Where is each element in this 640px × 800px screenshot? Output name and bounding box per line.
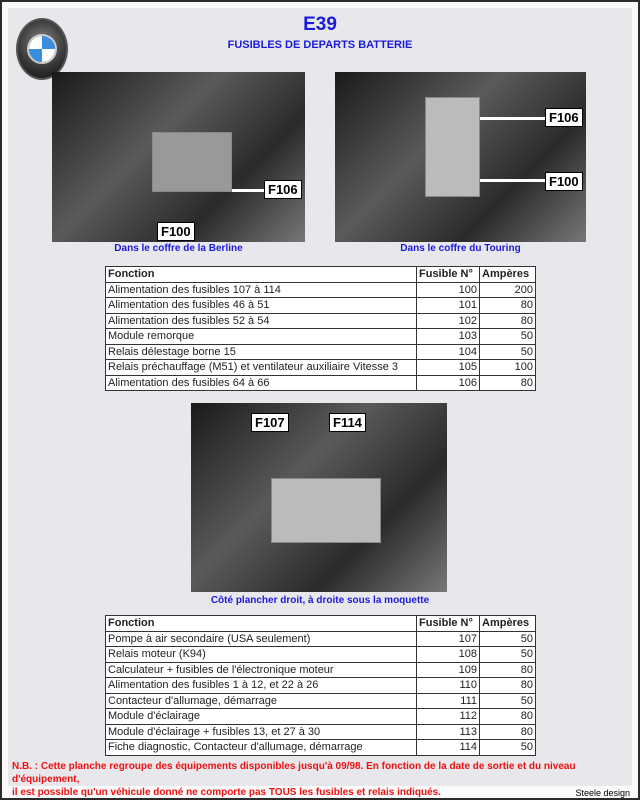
function-cell: Alimentation des fusibles 1 à 12, et 22 à 26 <box>106 678 417 694</box>
label-f106: F106 <box>545 108 583 127</box>
fuse-number-cell: 112 <box>417 709 480 725</box>
function-cell: Contacteur d'allumage, démarrage <box>106 693 417 709</box>
function-cell: Alimentation des fusibles 52 à 54 <box>106 313 417 329</box>
table-row <box>106 678 536 694</box>
amperes-cell: 50 <box>480 647 536 663</box>
note <box>12 760 632 799</box>
table-row <box>106 344 536 360</box>
page-title: E39 <box>303 14 337 35</box>
fuse-number-cell: 102 <box>417 313 480 329</box>
fuse-number-cell: 105 <box>417 360 480 376</box>
function-cell: Alimentation des fusibles 107 à 114 <box>106 282 417 298</box>
fuse-table-battery <box>105 266 536 391</box>
table-row <box>106 329 536 345</box>
table-row <box>106 740 536 756</box>
table-header-row <box>106 616 536 632</box>
amperes-cell: 50 <box>480 631 536 647</box>
function-cell: Alimentation des fusibles 46 à 51 <box>106 298 417 314</box>
table-row <box>106 724 536 740</box>
function-cell: Fiche diagnostic, Contacteur d'allumage, démarrage <box>106 740 417 756</box>
column-header: Ampères <box>480 267 536 283</box>
fuse-number-cell: 107 <box>417 631 480 647</box>
table-row <box>106 282 536 298</box>
function-cell: Module d'éclairage <box>106 709 417 725</box>
table-row <box>106 298 536 314</box>
note-line-2: il est possible qu'un véhicule donné ne comporte pas TOUS les fusibles et relais indiqués. <box>12 787 441 798</box>
label-f107: F107 <box>251 413 289 432</box>
amperes-cell: 50 <box>480 344 536 360</box>
fuse-number-cell: 106 <box>417 375 480 391</box>
photo-berline-trunk <box>52 72 305 242</box>
fuse-number-cell: 108 <box>417 647 480 663</box>
function-cell: Pompe à air secondaire (USA seulement) <box>106 631 417 647</box>
label-f100: F100 <box>157 222 195 241</box>
function-cell: Relais moteur (K94) <box>106 647 417 663</box>
table-row <box>106 693 536 709</box>
function-cell: Calculateur + fusibles de l'électronique moteur <box>106 662 417 678</box>
photo-touring-trunk <box>335 72 586 242</box>
amperes-cell: 80 <box>480 662 536 678</box>
amperes-cell: 50 <box>480 740 536 756</box>
column-header: Fusible N° <box>417 267 480 283</box>
photo-floor-right <box>191 403 447 592</box>
fuse-number-cell: 101 <box>417 298 480 314</box>
fuse-number-cell: 109 <box>417 662 480 678</box>
column-header: Fonction <box>106 616 417 632</box>
table-row <box>106 360 536 376</box>
table-row <box>106 375 536 391</box>
amperes-cell: 100 <box>480 360 536 376</box>
fuse-table-floor <box>105 615 536 756</box>
function-cell: Alimentation des fusibles 64 à 66 <box>106 375 417 391</box>
amperes-cell: 80 <box>480 678 536 694</box>
column-header: Fonction <box>106 267 417 283</box>
amperes-cell: 80 <box>480 709 536 725</box>
label-f100: F100 <box>545 172 583 191</box>
table-row <box>106 647 536 663</box>
function-cell: Relais préchauffage (M51) et ventilateur auxiliaire Vitesse 3 <box>106 360 417 376</box>
fuse-number-cell: 110 <box>417 678 480 694</box>
fuse-number-cell: 104 <box>417 344 480 360</box>
table-row <box>106 709 536 725</box>
caption-touring: Dans le coffre du Touring <box>400 243 521 254</box>
table-header-row <box>106 267 536 283</box>
fuse-number-cell: 114 <box>417 740 480 756</box>
amperes-cell: 200 <box>480 282 536 298</box>
caption-berline: Dans le coffre de la Berline <box>114 243 243 254</box>
note-line-1: N.B. : Cette planche regroupe des équipements disponibles jusqu'à 09/98. En fonction de la date de sortie et du niveau d'équipement, <box>12 761 576 785</box>
fuse-number-cell: 113 <box>417 724 480 740</box>
function-cell: Module remorque <box>106 329 417 345</box>
footer-credit: Steele design <box>575 788 630 798</box>
page-subtitle: FUSIBLES DE DEPARTS BATTERIE <box>227 39 413 51</box>
label-f106: F106 <box>264 180 302 199</box>
column-header: Ampères <box>480 616 536 632</box>
table-row <box>106 313 536 329</box>
fuse-number-cell: 103 <box>417 329 480 345</box>
table-row <box>106 631 536 647</box>
fuse-number-cell: 100 <box>417 282 480 298</box>
function-cell: Relais délestage borne 15 <box>106 344 417 360</box>
fuse-number-cell: 111 <box>417 693 480 709</box>
amperes-cell: 80 <box>480 313 536 329</box>
label-f114: F114 <box>329 413 366 432</box>
amperes-cell: 80 <box>480 375 536 391</box>
column-header: Fusible N° <box>417 616 480 632</box>
amperes-cell: 80 <box>480 724 536 740</box>
amperes-cell: 50 <box>480 693 536 709</box>
caption-floor: Côté plancher droit, à droite sous la moquette <box>210 595 430 606</box>
table-row <box>106 662 536 678</box>
amperes-cell: 80 <box>480 298 536 314</box>
function-cell: Module d'éclairage + fusibles 13, et 27 à 30 <box>106 724 417 740</box>
amperes-cell: 50 <box>480 329 536 345</box>
